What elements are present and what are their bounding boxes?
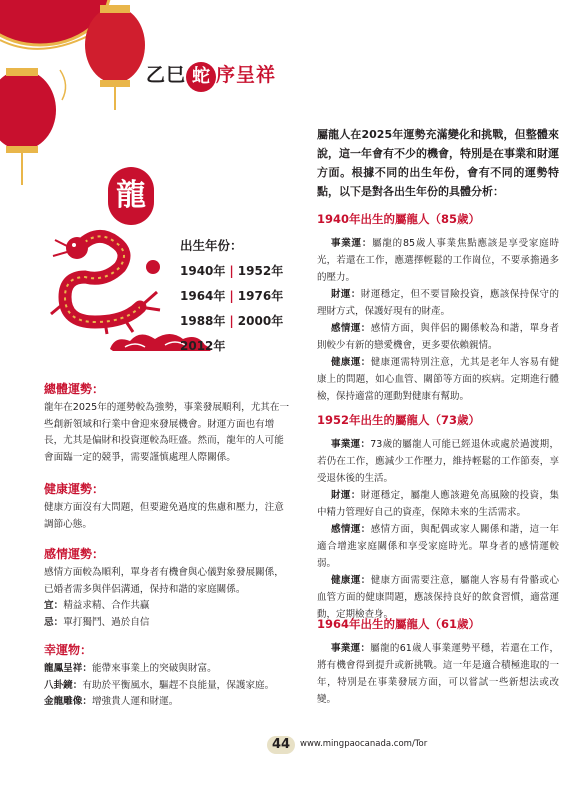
overall-fortune-section	[44, 380, 290, 466]
year: 2000年	[237, 314, 284, 328]
birth-years-row	[180, 262, 300, 279]
section-title-1964: 1964年出生的屬龍人（61歲）	[317, 617, 481, 631]
overall-fortune-title: 總體運勢：	[44, 382, 105, 396]
list-item	[44, 661, 290, 678]
year: 1988年	[180, 314, 226, 328]
section-1964-body	[317, 640, 559, 708]
year: 1940年	[180, 264, 226, 278]
love-title: 感情運勢：	[44, 547, 105, 561]
footer-url[interactable]: www.mingpaocanada.com/Tor	[300, 739, 428, 749]
para-text: 健康運需特別注意，尤其是老年人容易有健康上的問題，如心血管、關節等方面的疾病。定期進行體檢，保持適當的運動對健康有幫助。	[317, 357, 559, 402]
health-text: 健康方面沒有大問題，但要避免過度的焦慮和壓力，注意調節心態。	[44, 502, 284, 530]
lucky-item-desc: 有助於平衡風水，驅趕不良能量，保護家庭。	[82, 679, 275, 691]
para-text: 感情方面，與配偶或家人關係和諧，這一年適合增進家庭關係和享受家庭時光。單身者的感情運較弱。	[317, 524, 559, 569]
section-title-1940: 1940年出生的屬龍人（85歲）	[317, 212, 481, 226]
para-label: 健康運：	[331, 575, 371, 586]
para-label: 財運：	[331, 490, 361, 501]
birth-years-block	[180, 236, 300, 362]
love-section	[44, 545, 290, 631]
title-part1: 乙巳	[146, 64, 187, 86]
section-1940-body	[317, 235, 559, 405]
page-title-logo	[146, 60, 296, 100]
lucky-items-title: 幸運物：	[44, 643, 93, 657]
year: 1952年	[237, 264, 284, 278]
overall-fortune-text: 龍年在2025年的運勢較為強勢，事業發展順利，尤其在一些創新領域和行業中會迎來發展機會。財運方面也有增長，尤其是偏財和投資運較為旺盛。然而，龍年的人可能會面臨一定的競爭，需要謹慎處理人際關係。	[44, 402, 290, 463]
yi-text: 精益求精、合作共贏	[63, 600, 150, 611]
ji-text: 單打獨鬥、過於自信	[63, 616, 150, 628]
year: 1964年	[180, 289, 226, 303]
dragon-illustration	[45, 222, 165, 337]
para-label: 事業運：	[331, 238, 373, 249]
lucky-item-desc: 增強貴人運和財運。	[91, 696, 179, 707]
page-number: 44	[267, 736, 295, 754]
year-separator: |	[229, 264, 234, 278]
love-text: 感情方面較為順利，單身者有機會與心儀對象發展關係，已婚者需多與伴侶溝通，保持和諧的家庭關係。	[44, 567, 284, 595]
para-wealth	[317, 487, 559, 521]
birth-years-row	[180, 287, 300, 304]
para-text: 財運穩定，但不要冒險投資，應該保持保守的理財方式，保護好現有的財產。	[317, 289, 559, 317]
yi-label: 宜：	[44, 600, 64, 611]
para-text: 財運穩定，屬龍人應該避免高風險的投資，集中精力管理好自己的資產，保障未來的生活需求。	[317, 490, 559, 518]
snake-badge: 蛇	[186, 62, 216, 92]
para-love	[317, 320, 559, 354]
para-label: 健康運：	[331, 357, 371, 368]
para-text: 73歲的屬龍人可能已經退休或處於過渡期，若仍在工作，應減少工作壓力，維持輕鬆的工作節奏，享受退休後的生活。	[317, 439, 559, 484]
section-title-1952: 1952年出生的屬龍人（73歲）	[317, 413, 481, 427]
para-label: 財運：	[331, 289, 361, 300]
birth-years-row	[180, 312, 300, 329]
birth-years-last: 2012年	[180, 339, 226, 353]
lantern-decoration	[0, 0, 150, 190]
para-label: 感情運：	[331, 323, 371, 334]
para-health	[317, 354, 559, 405]
lucky-item-name: 金龍雕像：	[44, 696, 92, 707]
year-separator: |	[229, 289, 234, 303]
para-text: 屬龍的85歲人事業焦點應該是享受家庭時光，若還在工作，應選擇輕鬆的工作崗位，不要承擔過多的壓力。	[317, 238, 559, 283]
health-section	[44, 480, 290, 533]
birth-years-label: 出生年份：	[180, 238, 243, 253]
para-text: 健康方面需要注意，屬龍人容易有骨骼或心血管方面的健康問題，應該保持良好的飲食習慣，適當運動，定期檢查身。	[317, 575, 559, 620]
para-wealth	[317, 286, 559, 320]
list-item	[44, 694, 290, 711]
year-separator: |	[229, 314, 234, 328]
para-career	[317, 235, 559, 286]
health-title: 健康運勢：	[44, 482, 105, 496]
list-item	[44, 678, 290, 695]
title-part2: 序呈祥	[216, 64, 277, 86]
para-career	[317, 640, 559, 708]
para-label: 感情運：	[331, 524, 371, 535]
section-1952-body	[317, 436, 559, 623]
para-text: 屬龍的61歲人事業運勢平穩，若還在工作，將有機會得到提升或新挑戰。這一年是適合積極進取的一年，特別是在事業發展方面，可以嘗試一些新想法或改變。	[317, 643, 559, 705]
ji-label: 忌：	[44, 616, 64, 628]
ji-line	[44, 615, 290, 632]
lucky-items-section	[44, 641, 290, 711]
para-text: 感情方面，與伴侶的關係較為和諧，單身者則較少有新的戀愛機會，更多要依賴親情。	[317, 323, 559, 351]
para-label: 事業運：	[331, 643, 371, 654]
yi-line	[44, 598, 290, 615]
para-label: 事業運：	[331, 439, 371, 450]
intro-paragraph: 屬龍人在2025年運勢充滿變化和挑戰，但整體來說，這一年會有不少的機會，特別是在事業和財運方面。根據不同的出生年份，會有不同的運勢特點，以下是對各出生年份的具體分析：	[317, 128, 559, 198]
lucky-item-desc: 能帶來事業上的突破與財富。	[91, 663, 217, 674]
lucky-item-name: 八卦鏡：	[44, 679, 83, 691]
dragon-character-badge: 龍	[108, 167, 154, 225]
year: 1976年	[237, 289, 284, 303]
para-career	[317, 436, 559, 487]
para-love	[317, 521, 559, 572]
lucky-item-name: 龍鳳呈祥：	[44, 663, 92, 674]
